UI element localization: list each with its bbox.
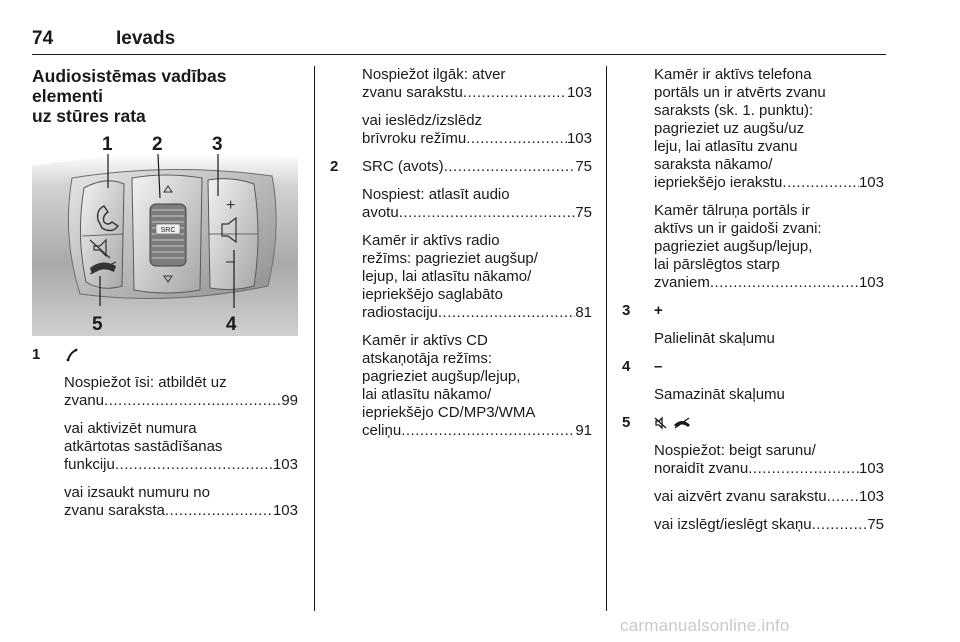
page-ref: zvaniem ..... 103 — [654, 274, 884, 292]
item-number: 5 — [622, 414, 631, 431]
item-number: 4 — [622, 358, 631, 375]
phone-hangup-icon — [672, 416, 692, 430]
page-ref: vai izslēgt/ieslēgt skaņu ..... 75 — [654, 516, 884, 534]
page-ref: zvanu ..... 99 — [64, 392, 298, 410]
item-number: 3 — [622, 302, 631, 319]
item-2: 2 SRC (avots) ..... 75 Nospiest: atlasīt audio avotu ..... 75 Kamēr ir aktīvs radio režīms: pagrieziet augšup/ lejup, lai atlasītu nākamo/ iepriekšējo saglabāto radiostaciju ..... 81 Kamēr ir aktīvs CD atskaņotāja režīms: pagrieziet augšup/lejup, lai atlasītu nākamo/ iepriekšējo CD/MP3/WMA celiņu ..... 91 — [330, 158, 592, 440]
item-3: 3 + Palielināt skaļumu — [622, 302, 884, 348]
page-ref: iepriekšējo ierakstu ..... 103 — [654, 174, 884, 192]
steering-wheel-controls-figure — [32, 126, 298, 336]
page-ref: SRC (avots) ..... 75 — [362, 158, 592, 176]
section-title: Audiosistēmas vadības elementi uz stūres rata — [32, 66, 227, 126]
mute-icon — [654, 416, 668, 430]
phone-answer-icon — [64, 347, 80, 363]
chapter-title: Ievads — [116, 28, 176, 49]
page-ref: zvanu sarakstu ..... 103 — [362, 84, 592, 102]
page-ref: brīvroku režīmu ..... 103 — [362, 130, 592, 148]
column-2: Nospiežot ilgāk: atver zvanu sarakstu ..... 103 vai ieslēdz/izslēdz brīvroku režīmu ..... 103 2 SRC (avots) ..... 75 Nospiest: atlasīt audio avotu ..... 75 Kamēr ir aktīvs radio režīms: pagrieziet augšup/ lejup, lai atlasītu nākamo/ iepriekšējo saglabāto radiostaciju ..... 81 Kamēr ir aktīvs CD atskaņotāja režīms: pagrieziet augšup/lejup, lai atlasītu nākamo/ iepriekšējo CD/MP3/WMA celiņu ..... 91 — [330, 66, 592, 450]
page-header — [32, 28, 886, 55]
callout-5: 5 — [92, 314, 103, 335]
item-4: 4 – Samazināt skaļumu — [622, 358, 884, 404]
page-ref: zvanu saraksta ..... 103 — [64, 502, 298, 520]
column-3: Kamēr ir aktīvs telefona portāls un ir atvērts zvanu saraksts (sk. 1. punktu): pagrieziet uz augšu/uz leju, lai atlasītu zvanu saraksta nākamo/ iepriekšējo ierakstu ..... 103 Kamēr tālruņa portāls ir aktīvs un ir gaidoši zvani: pagrieziet augšup/lejup, lai pārslēgtos starp zvaniem ..... 103 3 + Palielināt skaļumu 4 – Samazināt skaļumu 5 Nospiežot: beigt sarunu/ noraidīt zvanu ..... 103 vai aizvērt zvanu sarakstu ..... 103 vai izslēgt/ieslēgt skaņu ..... 75 — [622, 66, 884, 544]
item-number: 1 — [32, 346, 41, 363]
page-ref: celiņu ..... 91 — [362, 422, 592, 440]
callout-3: 3 — [212, 134, 223, 155]
minus-symbol: – — [654, 358, 663, 375]
callout-2: 2 — [152, 134, 163, 155]
plus-glyph: + — [226, 197, 236, 214]
page-ref: funkciju ..... 103 — [64, 456, 298, 474]
column-divider — [314, 66, 315, 611]
page-ref: avotu ..... 75 — [362, 204, 592, 222]
plus-symbol: + — [654, 302, 663, 319]
column-1 — [32, 66, 298, 126]
steering-wheel-illustration — [32, 126, 298, 336]
item-1: 1 Nospiežot īsi: atbildēt uz zvanu ..... 99 vai aktivizēt numura atkārtotas sastādīšanas funkciju ..... 103 vai izsaukt numuru no zvanu saraksta ..... 103 — [32, 346, 298, 530]
src-label: SRC — [160, 227, 176, 234]
page-number: 74 — [32, 28, 54, 49]
minus-glyph: – — [226, 253, 235, 270]
watermark: carmanualsonline.info — [620, 616, 790, 635]
page-ref: radiostaciju ..... 81 — [362, 304, 592, 322]
column-divider — [606, 66, 607, 611]
item-5: 5 Nospiežot: beigt sarunu/ noraidīt zvanu ..... 103 vai aizvērt zvanu sarakstu ..... 103 vai izslēgt/ieslēgt skaņu ..... 75 — [622, 414, 884, 534]
page-ref: noraidīt zvanu ..... 103 — [654, 460, 884, 478]
page-ref: vai aizvērt zvanu sarakstu ..... 103 — [654, 488, 884, 506]
item-number: 2 — [330, 158, 339, 175]
callout-4: 4 — [226, 314, 237, 335]
callout-1: 1 — [102, 134, 113, 155]
